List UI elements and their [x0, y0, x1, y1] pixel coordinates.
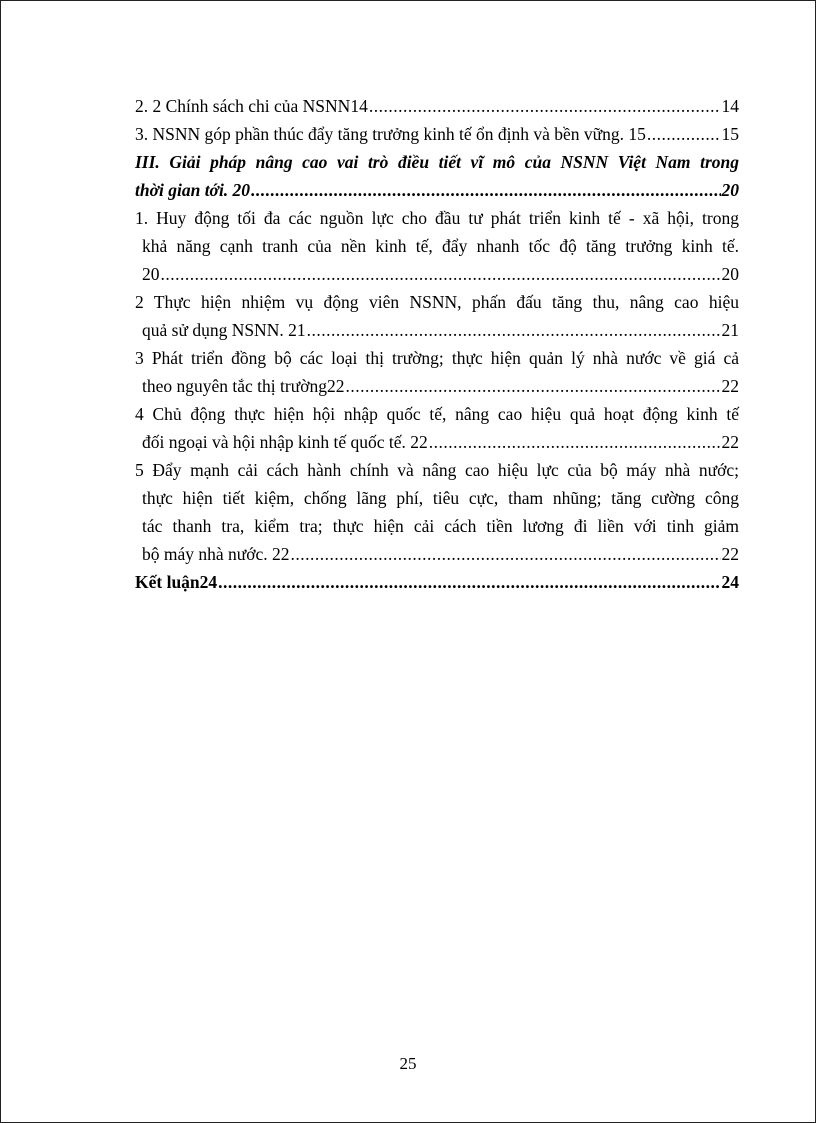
toc-entry-text: Kết luận24 — [135, 572, 218, 592]
toc-page-number: 21 — [721, 320, 739, 340]
toc-entry-iii-1[interactable] — [135, 204, 739, 288]
toc-entry-text-line1: 3 Phát triển đồng bộ các loại thị trường; thực hiện quản lý nhà nước về giá cả — [135, 348, 739, 368]
toc-page-number: 14 — [721, 96, 739, 116]
toc-entry-text-line3: 20 — [142, 264, 160, 284]
toc-entry-iii-2[interactable] — [135, 288, 739, 344]
toc-entry-text-line1: 1. Huy động tối đa các nguồn lực cho đầu tư phát triển kinh tế - xã hội, trong — [135, 208, 739, 228]
toc-page-number: 24 — [721, 572, 739, 592]
toc-entry-text-line2: thời gian tới. 20 — [135, 180, 251, 200]
toc-entry-text-line3: tác thanh tra, kiểm tra; thực hiện cải cách tiền lương đi liền với tinh giảm — [142, 516, 739, 536]
toc-entry-text-line2: đối ngoại và hội nhập kinh tế quốc tế. 22 — [142, 432, 428, 452]
toc-page-number: 20 — [721, 264, 739, 284]
dot-leader — [345, 372, 720, 400]
toc-entry-text-line1: 2 Thực hiện nhiệm vụ động viên NSNN, phấn đấu tăng thu, nâng cao hiệu — [135, 292, 739, 312]
toc-entry-text-line1: 5 Đẩy mạnh cải cách hành chính và nâng cao hiệu lực của bộ máy nhà nước; — [135, 460, 739, 480]
toc-entry-iii-4[interactable] — [135, 400, 739, 456]
toc-entry-text-line2: khả năng cạnh tranh của nền kinh tế, đẩy nhanh tốc độ tăng trưởng kinh tế. — [142, 236, 739, 256]
toc-page-number: 22 — [721, 544, 739, 564]
dot-leader — [251, 176, 720, 204]
toc-entry-section-iii[interactable] — [135, 148, 739, 204]
dot-leader — [369, 92, 721, 120]
toc-entry-text-line4: bộ máy nhà nước. 22 — [142, 544, 290, 564]
toc-entry-conclusion[interactable] — [135, 568, 739, 596]
table-of-contents — [135, 92, 739, 596]
toc-entry-2-2[interactable] — [135, 92, 739, 120]
toc-page-number: 22 — [721, 432, 739, 452]
dot-leader — [647, 120, 721, 148]
dot-leader — [218, 568, 720, 596]
toc-entry-3[interactable] — [135, 120, 739, 148]
toc-page-number: 20 — [721, 180, 739, 200]
toc-entry-iii-3[interactable] — [135, 344, 739, 400]
toc-entry-iii-5[interactable] — [135, 456, 739, 568]
toc-entry-text: 3. NSNN góp phần thúc đẩy tăng trưởng kinh tế ổn định và bền vững. 15 — [135, 124, 646, 144]
toc-entry-text-line2: thực hiện tiết kiệm, chống lãng phí, tiêu cực, tham nhũng; tăng cường công — [142, 488, 739, 508]
toc-entry-text-line2: theo nguyên tắc thị trường22 — [142, 376, 345, 396]
page-number: 25 — [399, 1054, 417, 1073]
toc-entry-text-line1: 4 Chủ động thực hiện hội nhập quốc tế, nâng cao hiệu quả hoạt động kinh tế — [135, 404, 739, 424]
dot-leader — [291, 540, 721, 568]
toc-entry-text-line2: quả sử dụng NSNN. 21 — [142, 320, 306, 340]
toc-page-number: 22 — [721, 376, 739, 396]
toc-page-number: 15 — [721, 124, 739, 144]
toc-entry-text: 2. 2 Chính sách chi của NSNN14 — [135, 96, 368, 116]
toc-entry-text-line1: III. Giải pháp nâng cao vai trò điều tiết vĩ mô của NSNN Việt Nam trong — [135, 152, 739, 172]
dot-leader — [161, 260, 721, 288]
dot-leader — [307, 316, 721, 344]
dot-leader — [429, 428, 721, 456]
